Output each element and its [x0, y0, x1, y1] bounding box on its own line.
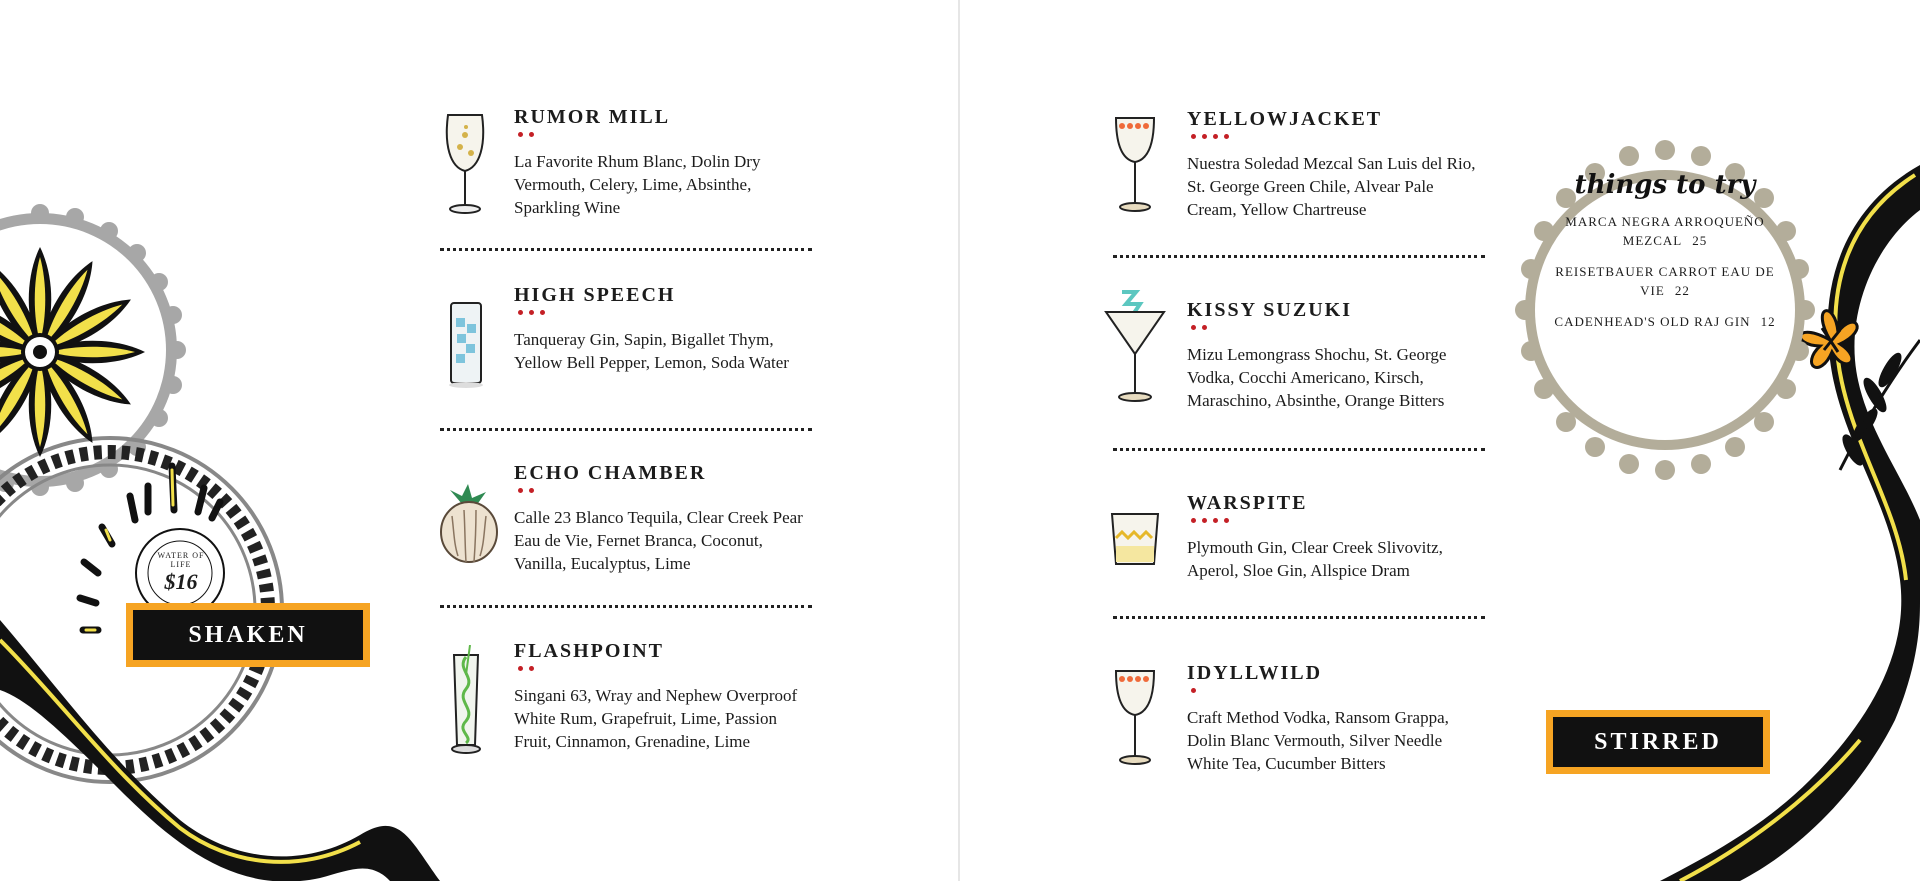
try-item-name: CADENHEAD'S OLD RAJ GIN [1554, 314, 1751, 329]
martini-glass-icon [1102, 290, 1168, 408]
nick-and-nora-glass-icon [1110, 112, 1160, 216]
section-label-stirred: STIRRED [1553, 717, 1763, 767]
divider [1113, 616, 1485, 619]
strength-dot [529, 310, 534, 315]
drink-ingredients: La Favorite Rhum Blanc, Dolin Dry Vermouth, Celery, Lime, Absinthe, Sparkling Wine [514, 152, 761, 217]
strength-dot [1191, 134, 1196, 139]
highball-glass-icon [446, 298, 486, 390]
strength-dot [518, 132, 523, 137]
strength-dot [1224, 518, 1229, 523]
drink-name: IDYLLWILD [1187, 662, 1323, 684]
drink-name: ECHO CHAMBER [514, 462, 707, 484]
drink-ingredients: Tanqueray Gin, Sapin, Bigallet Thym, Yellow Bell Pepper, Lemon, Soda Water [514, 330, 789, 372]
strength-dot [1224, 134, 1229, 139]
strength-dots [1191, 688, 1196, 693]
try-item-name: REISETBAUER CARROT EAU DE VIE [1555, 264, 1775, 298]
strength-dot [1202, 325, 1207, 330]
drink-ingredients: Calle 23 Blanco Tequila, Clear Creek Pear Eau de Vie, Fernet Branca, Coconut, Vanilla, Eucalyptus, Lime [514, 508, 803, 573]
try-item-price: 25 [1692, 233, 1708, 248]
strength-dots [1191, 325, 1207, 330]
things-to-try-title: things to try [1574, 170, 1756, 200]
strength-dot [1213, 518, 1218, 523]
try-item-name: MARCA NEGRA ARROQUEÑO MEZCAL [1565, 214, 1765, 248]
drink-ingredients: Plymouth Gin, Clear Creek Slivovitz, Aperol, Sloe Gin, Allspice Dram [1187, 538, 1443, 580]
stamp-text [146, 551, 216, 595]
strength-dot [1202, 518, 1207, 523]
nick-and-nora-glass-icon [1110, 665, 1160, 769]
strength-dots [1191, 134, 1229, 139]
drink-name: FLASHPOINT [514, 640, 665, 662]
stamp-price: $16 [164, 569, 198, 594]
drink-name: KISSY SUZUKI [1187, 299, 1352, 321]
try-item [1540, 312, 1790, 331]
strength-dots [518, 666, 534, 671]
divider [1113, 448, 1485, 451]
strength-dot [518, 666, 523, 671]
drink-name: HIGH SPEECH [514, 284, 676, 306]
coconut-cup-icon [432, 482, 502, 568]
strength-dots [518, 132, 534, 137]
strength-dot [1202, 134, 1207, 139]
divider [1113, 255, 1485, 258]
strength-dots [518, 310, 545, 315]
things-to-try-panel [1540, 170, 1790, 331]
strength-dot [529, 488, 534, 493]
drink-ingredients: Mizu Lemongrass Shochu, St. George Vodka, Cocchi Americano, Kirsch, Maraschino, Absinthe, Orange Bitters [1187, 345, 1447, 410]
rocks-glass-icon [1108, 510, 1162, 572]
drink-ingredients: Nuestra Soledad Mezcal San Luis del Rio, St. George Green Chile, Alvear Pale Cream, Yellow Chartreuse [1187, 154, 1476, 219]
try-item [1540, 262, 1790, 300]
strength-dot [529, 132, 534, 137]
divider [440, 248, 812, 251]
stamp-arc-text: WATER OF LIFE [157, 551, 205, 569]
drink-name: YELLOWJACKET [1187, 108, 1383, 130]
divider [440, 428, 812, 431]
try-item-price: 22 [1674, 283, 1690, 298]
strength-dot [529, 666, 534, 671]
strength-dot [518, 488, 523, 493]
strength-dots [518, 488, 534, 493]
strength-dot [1191, 325, 1196, 330]
strength-dot [1191, 688, 1196, 693]
divider [440, 605, 812, 608]
strength-dot [1213, 134, 1218, 139]
strength-dot [518, 310, 523, 315]
try-item [1540, 212, 1790, 250]
strength-dot [1191, 518, 1196, 523]
strength-dot [540, 310, 545, 315]
collins-glass-icon [446, 645, 486, 770]
drink-ingredients: Craft Method Vodka, Ransom Grappa, Dolin Blanc Vermouth, Silver Needle White Tea, Cucumber Bitters [1187, 708, 1449, 773]
right-page [960, 0, 1920, 881]
drink-name: RUMOR MILL [514, 106, 671, 128]
wine-glass-icon [440, 105, 490, 220]
try-item-price: 12 [1760, 314, 1776, 329]
left-page [0, 0, 958, 881]
section-label-shaken: SHAKEN [133, 610, 363, 660]
strength-dots [1191, 518, 1229, 523]
drink-ingredients: Singani 63, Wray and Nephew Overproof White Rum, Grapefruit, Lime, Passion Fruit, Cinnamon, Grenadine, Lime [514, 686, 798, 751]
drink-name: WARSPITE [1187, 492, 1308, 514]
